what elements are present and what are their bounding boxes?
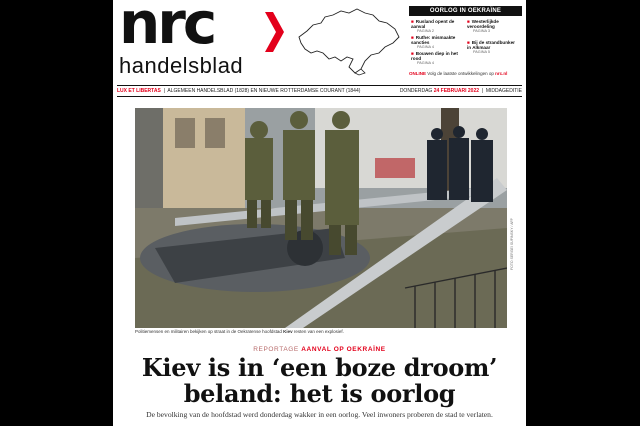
list-item[interactable] — [411, 35, 463, 51]
lead-photo[interactable] — [135, 108, 507, 328]
list-item[interactable] — [467, 19, 519, 35]
edition: MIDDAGEDITIE — [485, 88, 522, 94]
kicker-section: REPORTAGE — [253, 346, 299, 353]
headline-line-2: beland: het is oorlog — [183, 379, 456, 408]
photo-credit: FOTO SERGEI SUPINSKY / AFP — [510, 218, 514, 270]
article-deck: De bevolking van de hoofdstad werd donderdag wakker in een oorlog. Veel inwoners proberen de stad te verlaten. — [146, 410, 493, 419]
item-page: PAGINA 3 — [473, 29, 491, 34]
chevron-logo-icon — [263, 10, 285, 54]
item-title: Bij de strandbunker in Alkmaar — [467, 40, 515, 51]
item-page: PAGINA 4 — [417, 61, 435, 66]
list-item[interactable] — [467, 40, 519, 56]
item-page: PAGINA 2 — [417, 29, 435, 34]
bullet-icon: ■ — [467, 19, 470, 24]
caption-text-end: resten van een explosief. — [293, 329, 344, 334]
motto: LUX ET LIBERTAS — [117, 88, 161, 94]
bullet-icon: ■ — [411, 19, 414, 24]
headline[interactable] — [113, 355, 526, 407]
list-item[interactable] — [411, 51, 463, 67]
list-item[interactable] — [411, 19, 463, 35]
item-title: Rusland opent de aanval — [411, 19, 455, 30]
bullet-icon: ■ — [411, 35, 414, 40]
article-kicker — [113, 346, 526, 353]
photo-caption — [135, 329, 507, 334]
news-box-header: OORLOG IN OEKRAÏNE — [409, 6, 522, 16]
item-title: Westerlijkde veroordeling — [467, 19, 499, 30]
paper-history: ALGEMEEN HANDELSBLAD (1828) EN NIEUWE ROTTERDAMSE COURANT (1844) — [167, 88, 361, 94]
date-prefix: DONDERDAG — [399, 88, 433, 94]
ukraine-map-icon — [295, 3, 403, 77]
caption-text: Politiemensen en militairen bekijken op straat in de Oekraïense hoofdstad — [135, 329, 282, 334]
nrc-logo[interactable]: nrc — [119, 0, 215, 57]
online-promo[interactable] — [409, 71, 522, 76]
issue-date: 24 FEBRUARI 2022 — [433, 88, 480, 94]
online-text: Volg de laatste ontwikkelingen op — [427, 71, 494, 76]
online-site[interactable]: nrc.nl — [495, 71, 508, 76]
item-page: PAGINA 4 — [417, 45, 435, 50]
item-title: Bouwen diep in het rood — [411, 51, 458, 62]
bullet-icon: ■ — [467, 40, 470, 45]
kicker-topic: AANVAL OP OEKRAÏNE — [301, 346, 386, 353]
photo-illustration — [135, 108, 507, 328]
headline-line-1: Kiev is in ‘een boze droom’ — [141, 353, 498, 382]
item-page: PAGINA 5 — [473, 50, 491, 55]
newspaper-front-page: nrc handelsblad OORLOG IN OEKRAÏNE ■ Rusland opent de aanval PAGINA 2 ■ Westerlijkde veroordeling PAGINA 3 ■ Ruthe: mismaakte sancties PAGINA 4 ■ Bij de strandbunker in Alkmaar PAGINA 5 ■ Bouwen diep in het rood PAGINA 4 ONLINE Volg de laatste ontwikkelingen op nrc.nl LUX ET LIBERTAS | ALGEMEEN HANDELSBLAD (1828) EN NIEUWE ROTTERDAMSE COURANT (1844) DONDERDAG 24 FEBRUARI 2022 | MIDDAGEDITIE Politiemensen en militairen bekijken op straat in de Oekraïense hoofdstad Kiev resten van een explosief. FOTO SERGEI SUPINSKY / AFP REPORTAGE AANVAL OP OEKRAÏNE Kiev is in ‘een boze droom’ beland: het is oorlog De bevolking van de hoofdstad werd donderdag wakker in een oorlog. Veel inwoners proberen de stad te verlaten. — [113, 0, 526, 426]
rule-divider — [117, 85, 522, 86]
rule-divider — [117, 96, 522, 97]
masthead-subtitle: handelsblad — [119, 53, 244, 78]
online-label: ONLINE — [409, 71, 427, 76]
item-title: Ruthe: mismaakte sancties — [411, 35, 456, 46]
caption-place: Kiev — [283, 329, 293, 334]
bullet-icon: ■ — [411, 51, 414, 56]
